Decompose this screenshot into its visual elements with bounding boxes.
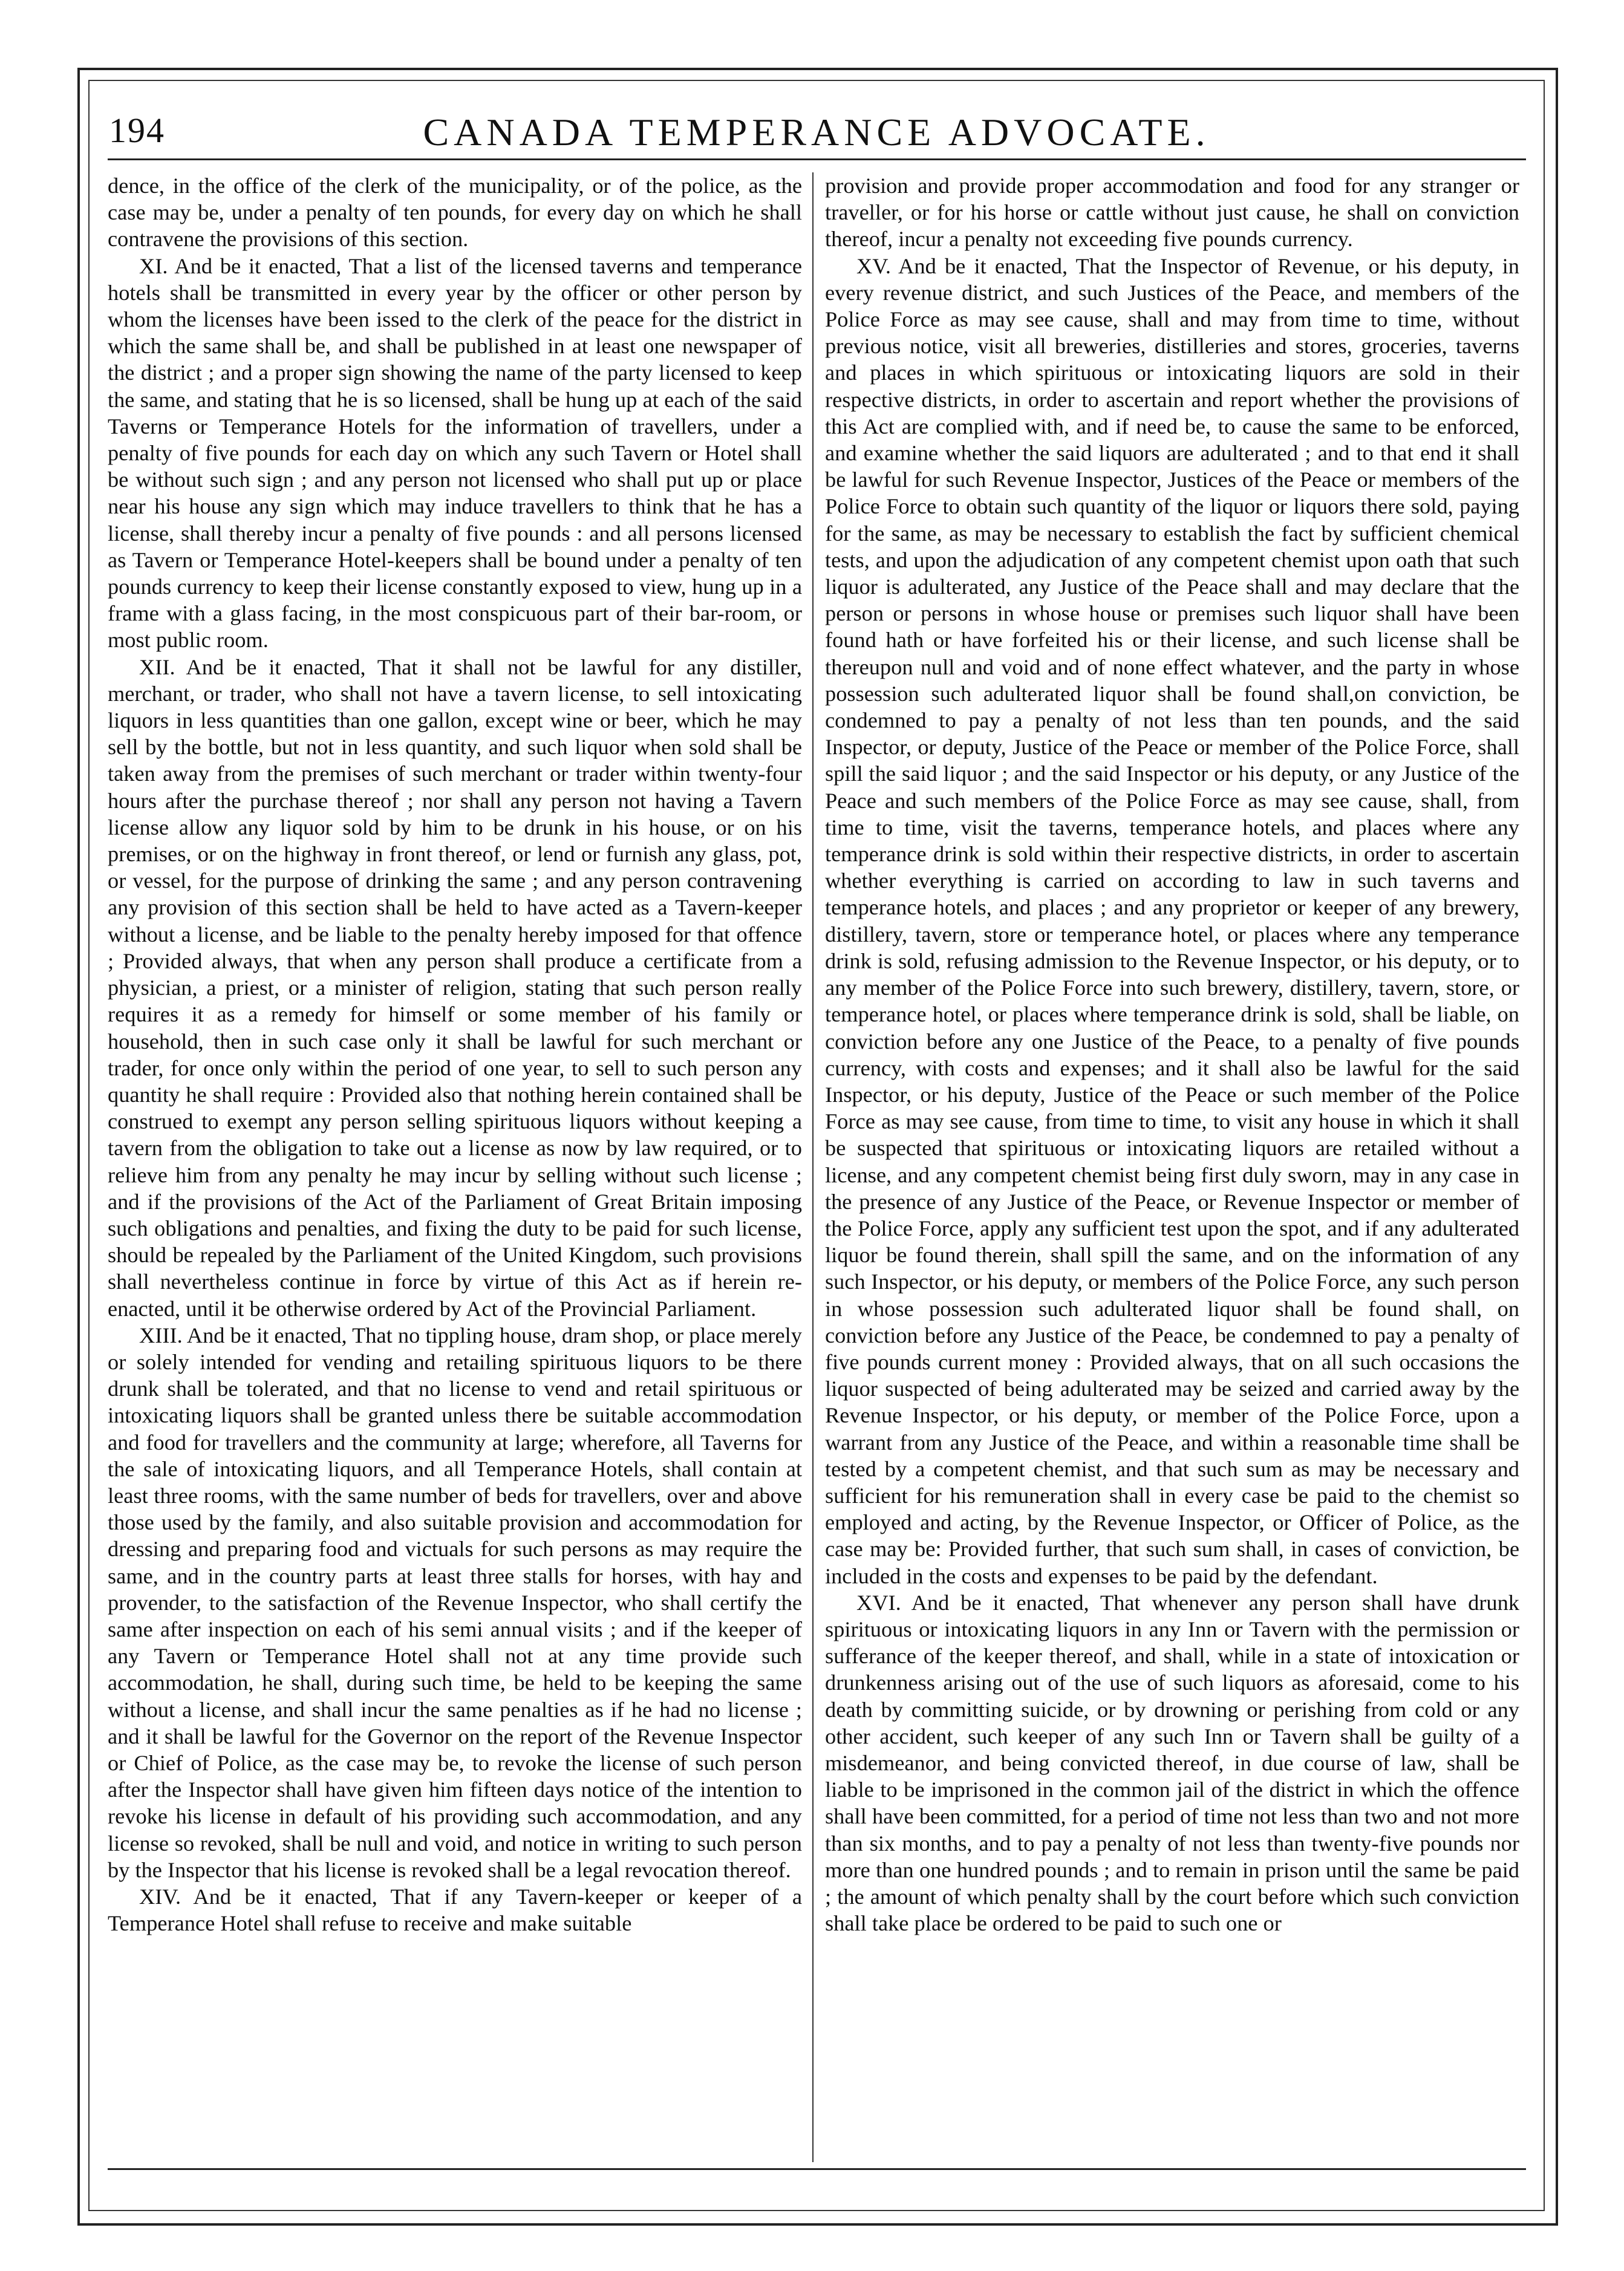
page-number: 194 <box>109 111 165 150</box>
section-xvi: XVI. And be it enacted, That whenever any person shall have drunk spirituous or intoxicating liquors in any Inn or Tavern with the permission or sufferance of the keeper thereof, and shall, while in a state of intoxication or drunkenness arising out of the use of such liquors as aforesaid, come to his death by committing suicide, or by drowning or perishing from cold or any other accident, such keeper of any such Inn or Tavern shall be guilty of a misdemeanor, and being convicted thereof, in due course of law, shall be liable to be imprisoned in the common jail of the district in which the offence shall have been committed, for a period of time not less than two and not more than six months, and to pay a penalty of not less than twenty-five pounds nor more than one hundred pounds ; and to remain in prison until the same be paid ; the amount of which penalty shall by the court before which such conviction shall take place be ordered to be paid to such one or <box>825 1590 1519 1936</box>
bottom-rule <box>108 2168 1526 2170</box>
page-title: CANADA TEMPERANCE ADVOCATE. <box>423 111 1210 154</box>
section-xiii: XIII. And be it enacted, That no tippling house, dram shop, or place merely or solely intended for vending and retailing spirituous liquors to be there drunk shall be tolerated, and that no license to vend and retail spirituous or intoxicating liquors shall be granted unless there be suitable accommodation and food for travellers and the community at large; wherefore, all Taverns for the sale of intoxicating liquors, and all Temperance Hotels, shall contain at least three rooms, with the same number of beds for travellers, over and above those used by the family, and also suitable provision and accommodation for dressing and preparing food and victuals for such persons as may require the same, and in the country parts at least three stalls for horses, with hay and provender, to the satisfaction of the Revenue Inspector, who shall certify the same after inspection on each of his semi annual visits ; and if the keeper of any Tavern or Temperance Hotel shall not at any time provide such accommodation, he shall, during such time, be held to be keeping the same without a license, and shall incur the same penalties as if he had no license ; and it shall be lawful for the Governor on the report of the Revenue Inspector or Chief of Police, as the case may be, to revoke the license of such person after the Inspector shall have given him fifteen days notice of the intention to revoke his license in default of his providing such accommodation, and any license so revoked, shall be null and void, and notice in writing to such person by the Inspector that his license is revoked shall be a legal revocation thereof. <box>108 1323 802 1882</box>
paragraph: provision and provide proper accommodation and food for any stranger or traveller, or for his horse or cattle without just cause, he shall on conviction thereof, incur a penalty not exceeding five pounds currency. <box>825 174 1519 252</box>
column-divider <box>812 172 814 2162</box>
section-xii: XII. And be it enacted, That it shall not be lawful for any distiller, merchant, or trader, who shall not have a tavern license, to sell intoxicating liquors in less quantities than one gallon, except wine or beer, which he may sell by the bottle, but not in less quantity, and such liquor when sold shall be taken away from the premises of such merchant or trader within twenty-four hours after the purchase thereof ; nor shall any person not having a Tavern license allow any liquor sold by him to be drunk in his house, or on his premises, or on the highway in front thereof, or lend or furnish any glass, pot, or vessel, for the purpose of drinking the same ; and any person contravening any provision of this section shall be held to have acted as a Tavern-keeper without a license, and be liable to the penalty hereby imposed for that offence ; Provided always, that when any person shall produce a certificate from a physician, a priest, or a minister of religion, stating that such person really requires it as a remedy for himself or some member of his family or household, then in such case only it shall be lawful for such merchant or trader, for once only within the period of one year, to sell to such person any quantity he shall require : Provided also that nothing herein contained shall be construed to exempt any person selling spirituous liquors without keeping a tavern from the obligation to take out a license as now by law required, or to relieve him from any penalty he may incur by selling without such license ; and if the provisions of the Act of the Parliament of Great Britain imposing such obligations and penalties, and fixing the duty to be paid for such license, should be repealed by the Parliament of the United Kingdom, such provisions shall nevertheless continue in force by virtue of this Act as if herein re-enacted, until it be otherwise ordered by Act of the Provincial Parliament. <box>108 654 802 1321</box>
section-xiv: XIV. And be it enacted, That if any Tavern-keeper or keeper of a Temperance Hotel shall refuse to receive and make suitable <box>108 1885 802 1936</box>
section-xi: XI. And be it enacted, That a list of the licensed taverns and temperance hotels shall be transmitted in every year by the officer or other person by whom the licenses have been issed to the clerk of the peace for the district in which the same shall be, and shall be published in at least one newspaper of the district ; and a proper sign showing the name of the party licensed to keep the same, and stating that he is so licensed, shall be hung up at each of the said Taverns or Temperance Hotels for the information of travellers, under a penalty of five pounds for each day on which any such Tavern or Hotel shall be without such sign ; and any person not licensed who shall put up or place near his house any sign which may induce travellers to think that he has a license, shall thereby incur a penalty of five pounds : and all persons licensed as Tavern or Temperance Hotel-keepers shall be bound under a penalty of ten pounds currency to keep their license constantly exposed to view, hung up in a frame with a glass facing, in the most conspicuous part of their bar-room, or most public room. <box>108 253 802 653</box>
section-xv: XV. And be it enacted, That the Inspector of Revenue, or his deputy, in every revenue district, and such Justices of the Peace, and members of the Police Force as may see cause, shall and may from time to time, without previous notice, visit all breweries, distilleries and stores, groceries, taverns and places in which spirituous or intoxicating liquors are sold in their respective districts, in order to ascertain and report whether the provisions of this Act are complied with, and if need be, to cause the same to be enforced, and examine whether the said liquors are adulterated ; and to that end it shall be lawful for such Revenue Inspector, Justices of the Peace or members of the Police Force to obtain such quantity of the liquor or liquors there sold, paying for the same, as may be necessary to establish the fact by sufficient chemical tests, and upon the adjudication of any competent chemist upon oath that such liquor is adulterated, any Justice of the Peace shall and may declare that the person or persons in whose house or premises such liquor shall have been found hath or have forfeited his or their license, and such license shall be thereupon null and void and of none effect whatever, and the party in whose possession such adulterated liquor shall be found shall,on conviction, be condemned to pay a penalty of not less than ten pounds, and the said Inspector, or deputy, Justice of the Peace or member of the Police Force, shall spill the said liquor ; and the said Inspector or his deputy, or any Justice of the Peace and such members of the Police Force as may see cause, shall, from time to time, visit the taverns, temperance hotels, and places where any temperance drink is sold within their respective districts, in order to ascertain whether everything is carried on according to law in such taverns and temperance hotels, and places ; and any proprietor or keeper of any brewery, distillery, tavern, store or temperance hotel, or places where any temperance drink is sold, refusing admission to the Revenue Inspector, or his deputy, or to any member of the Police Force into such brewery, distillery, tavern, store, or temperance hotel, or places where temperance drink is sold, shall be liable, on conviction before any one Justice of the Peace, to a penalty of five pounds currency, with costs and expenses; and it shall also be lawful for the said Inspector, or his deputy, Justice of the Peace or such member of the Police Force as may see cause, from time to time, to visit any house in which it shall be suspected that spirituous or intoxicating liquors are retailed without a license, and any competent chemist being first duly sworn, may in any case in the presence of any Justice of the Peace, or Revenue Inspector or member of the Police Force, apply any sufficient test upon the spot, and if any adulterated liquor be found therein, shall spill the same, and on the information of any such Inspector, or his deputy, or members of the Police Force, any such person in whose possession such adulterated liquor shall be found shall, on conviction before any Justice of the Peace, be condemned to pay a penalty of five pounds current money : Provided always, that on all such occasions the liquor suspected of being adulterated may be seized and carried away by the Revenue Inspector, or his deputy, or member of the Police Force, upon a warrant from any Justice of the Peace, and within a reasonable time shall be tested by a competent chemist, and that such sum as may be necessary and sufficient for his remuneration shall in every case be paid to the chemist so employed and acting, by the Revenue Inspector, or Officer of Police, as the case may be: Provided further, that such sum shall, in cases of conviction, be included in the costs and expenses to be paid by the defendant. <box>825 253 1519 1588</box>
right-column <box>825 172 1519 2162</box>
page-header <box>103 97 1530 163</box>
header-rule <box>108 158 1526 160</box>
left-column <box>108 172 802 2162</box>
paragraph: dence, in the office of the clerk of the municipality, or of the police, as the case may be, under a penalty of ten pounds, for every day on which he shall contravene the provisions of this section. <box>108 174 802 252</box>
